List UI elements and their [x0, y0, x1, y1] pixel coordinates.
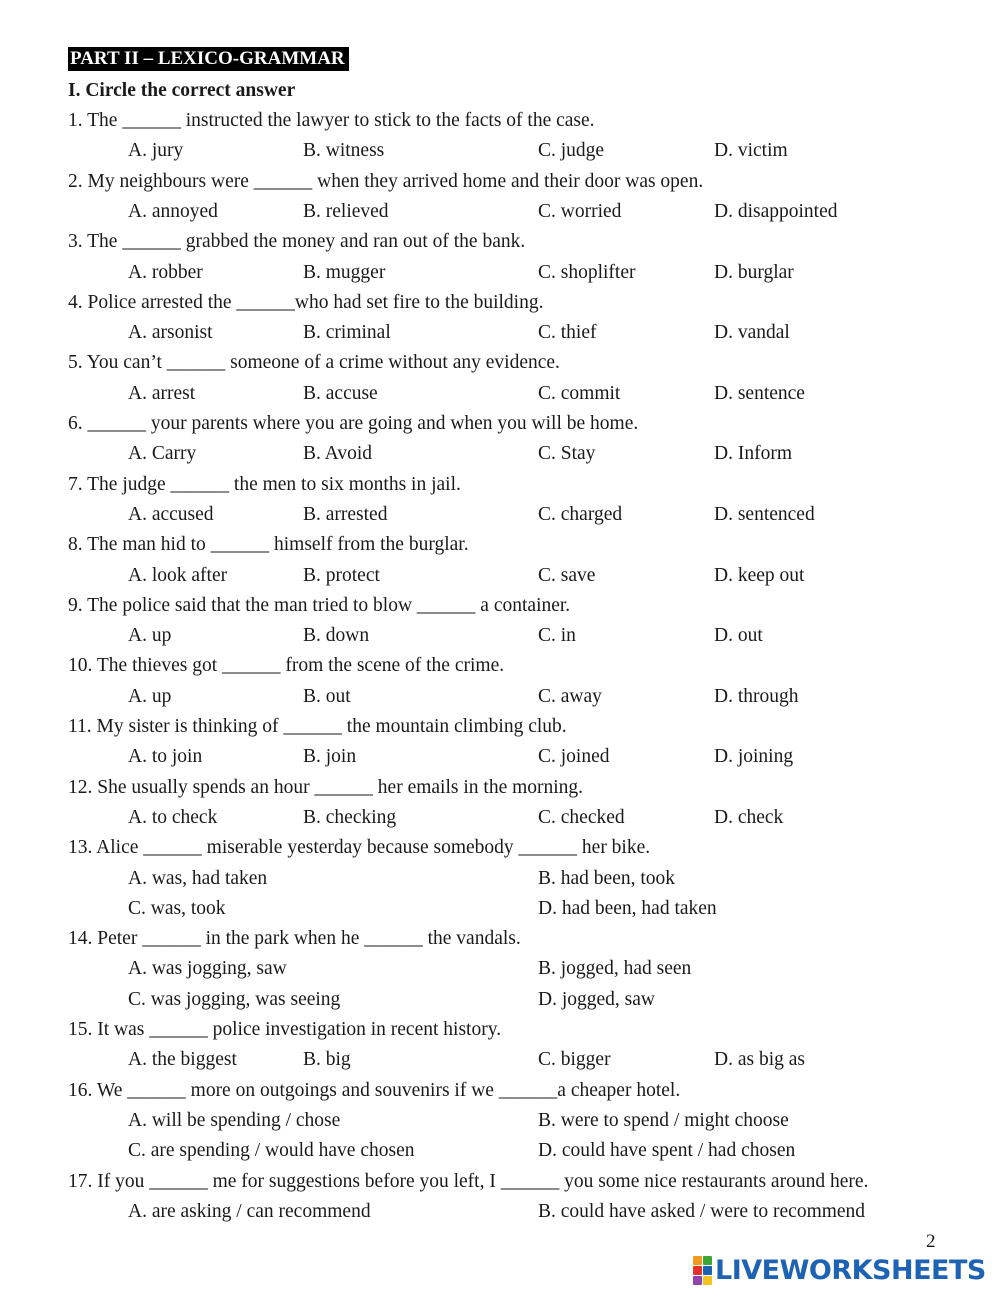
answer-option[interactable]: B. witness	[303, 140, 385, 162]
answer-option[interactable]: D. could have spent / had chosen	[538, 1140, 796, 1162]
question-stem: 4. Police arrested the ______who had set fire to the building.	[68, 291, 544, 313]
answer-option[interactable]: C. judge	[538, 140, 605, 162]
answer-option[interactable]: B. criminal	[303, 322, 391, 344]
answer-option[interactable]: C. charged	[538, 503, 623, 525]
answer-option[interactable]: A. to check	[128, 806, 218, 828]
answer-option[interactable]: A. arrest	[128, 382, 196, 404]
answer-option[interactable]: D. as big as	[714, 1049, 805, 1071]
question-stem: 6. ______ your parents where you are going and when you will be home.	[68, 413, 639, 434]
answer-option[interactable]: B. jogged, had seen	[538, 958, 692, 980]
answer-option[interactable]: B. could have asked / were to recommend	[538, 1200, 866, 1222]
answer-option[interactable]: A. up	[128, 685, 172, 707]
answer-option[interactable]: B. mugger	[303, 261, 386, 283]
answer-option[interactable]: B. Avoid	[303, 443, 372, 465]
answer-option[interactable]: A. accused	[128, 503, 214, 525]
liveworksheets-logo	[693, 1255, 986, 1285]
answer-option[interactable]: D. joining	[714, 746, 794, 768]
answer-option[interactable]: D. keep out	[714, 564, 805, 586]
question-stem: 5. You can’t ______ someone of a crime without any evidence.	[68, 352, 560, 374]
question-stem: 11. My sister is thinking of ______ the mountain climbing club.	[68, 716, 567, 737]
question-stem: 8. The man hid to ______ himself from the burglar.	[68, 534, 469, 556]
question-stem: 15. It was ______ police investigation in recent history.	[68, 1019, 502, 1040]
answer-option[interactable]: C. shoplifter	[538, 261, 636, 283]
answer-option[interactable]: A. arsonist	[128, 322, 213, 344]
answer-option[interactable]: B. big	[303, 1049, 351, 1071]
answer-option[interactable]: A. to join	[128, 746, 203, 768]
answer-option[interactable]: A. will be spending / chose	[128, 1109, 341, 1131]
answer-option[interactable]: A. up	[128, 625, 172, 647]
answer-option[interactable]: B. accuse	[303, 382, 378, 404]
answer-option[interactable]: A. Carry	[128, 443, 197, 465]
answer-option[interactable]: C. checked	[538, 806, 625, 828]
answer-option[interactable]: A. are asking / can recommend	[128, 1200, 371, 1222]
answer-option[interactable]: B. had been, took	[538, 867, 676, 889]
question-stem: 13. Alice ______ miserable yesterday because somebody ______ her bike.	[68, 837, 651, 859]
logo-text: LIVEWORKSHEETS	[715, 1254, 986, 1286]
answer-option[interactable]: C. bigger	[538, 1049, 611, 1071]
answer-option[interactable]: D. out	[714, 625, 763, 647]
answer-option[interactable]: A. the biggest	[128, 1049, 237, 1071]
answer-option[interactable]: C. in	[538, 625, 576, 647]
answer-option[interactable]: A. was jogging, saw	[128, 958, 287, 980]
answer-option[interactable]: C. worried	[538, 200, 622, 222]
answer-option[interactable]: A. look after	[128, 564, 228, 586]
answer-option[interactable]: B. arrested	[303, 503, 388, 525]
answer-option[interactable]: B. out	[303, 685, 351, 707]
section-title: I. Circle the correct answer	[68, 80, 296, 101]
answer-option[interactable]: D. victim	[714, 140, 788, 162]
answer-option[interactable]: A. jury	[128, 140, 184, 162]
answer-option[interactable]: D. burglar	[714, 261, 794, 283]
answer-option[interactable]: D. sentence	[714, 382, 805, 404]
answer-option[interactable]: B. checking	[303, 806, 397, 828]
answer-option[interactable]: C. was jogging, was seeing	[128, 988, 341, 1010]
answer-option[interactable]: B. down	[303, 625, 370, 647]
answer-option[interactable]: D. through	[714, 685, 799, 707]
answer-option[interactable]: A. robber	[128, 261, 203, 283]
page-number: 2	[926, 1231, 936, 1252]
answer-option[interactable]: C. thief	[538, 322, 597, 344]
answer-option[interactable]: B. join	[303, 746, 357, 768]
answer-option[interactable]: D. vandal	[714, 322, 790, 344]
answer-option[interactable]: C. Stay	[538, 443, 596, 465]
question-stem: 9. The police said that the man tried to blow ______ a container.	[68, 594, 571, 616]
question-stem: 12. She usually spends an hour ______ her emails in the morning.	[68, 776, 584, 798]
question-stem: 3. The ______ grabbed the money and ran out of the bank.	[68, 231, 526, 253]
part-header: PART II – LEXICO-GRAMMAR	[68, 47, 349, 71]
answer-option[interactable]: A. annoyed	[128, 200, 218, 222]
question-stem: 10. The thieves got ______ from the scene of the crime.	[68, 655, 505, 677]
answer-option[interactable]: C. away	[538, 685, 602, 707]
question-stem: 17. If you ______ me for suggestions before you left, I ______ you some nice restaurants around here.	[68, 1170, 869, 1192]
answer-option[interactable]: D. check	[714, 806, 784, 828]
answer-option[interactable]: D. sentenced	[714, 503, 815, 525]
answer-option[interactable]: D. had been, had taken	[538, 897, 717, 919]
question-stem: 1. The ______ instructed the lawyer to stick to the facts of the case.	[68, 110, 595, 131]
question-stem: 7. The judge ______ the men to six months in jail.	[68, 473, 461, 495]
question-stem: 16. We ______ more on outgoings and souvenirs if we ______a cheaper hotel.	[68, 1079, 681, 1101]
answer-option[interactable]: D. disappointed	[714, 200, 838, 222]
question-stem: 14. Peter ______ in the park when he ______ the vandals.	[68, 928, 521, 950]
answer-option[interactable]: B. were to spend / might choose	[538, 1109, 789, 1131]
answer-option[interactable]: A. was, had taken	[128, 867, 268, 889]
answer-option[interactable]: C. are spending / would have chosen	[128, 1140, 415, 1162]
answer-option[interactable]: C. save	[538, 564, 596, 586]
answer-option[interactable]: C. was, took	[128, 897, 226, 919]
question-stem: 2. My neighbours were ______ when they arrived home and their door was open.	[68, 170, 704, 192]
answer-option[interactable]: D. Inform	[714, 443, 792, 465]
answer-option[interactable]: C. commit	[538, 382, 621, 404]
answer-option[interactable]: B. relieved	[303, 200, 389, 222]
logo-icon	[693, 1256, 712, 1285]
answer-option[interactable]: D. jogged, saw	[538, 988, 655, 1010]
answer-option[interactable]: C. joined	[538, 746, 610, 768]
answer-option[interactable]: B. protect	[303, 564, 380, 586]
